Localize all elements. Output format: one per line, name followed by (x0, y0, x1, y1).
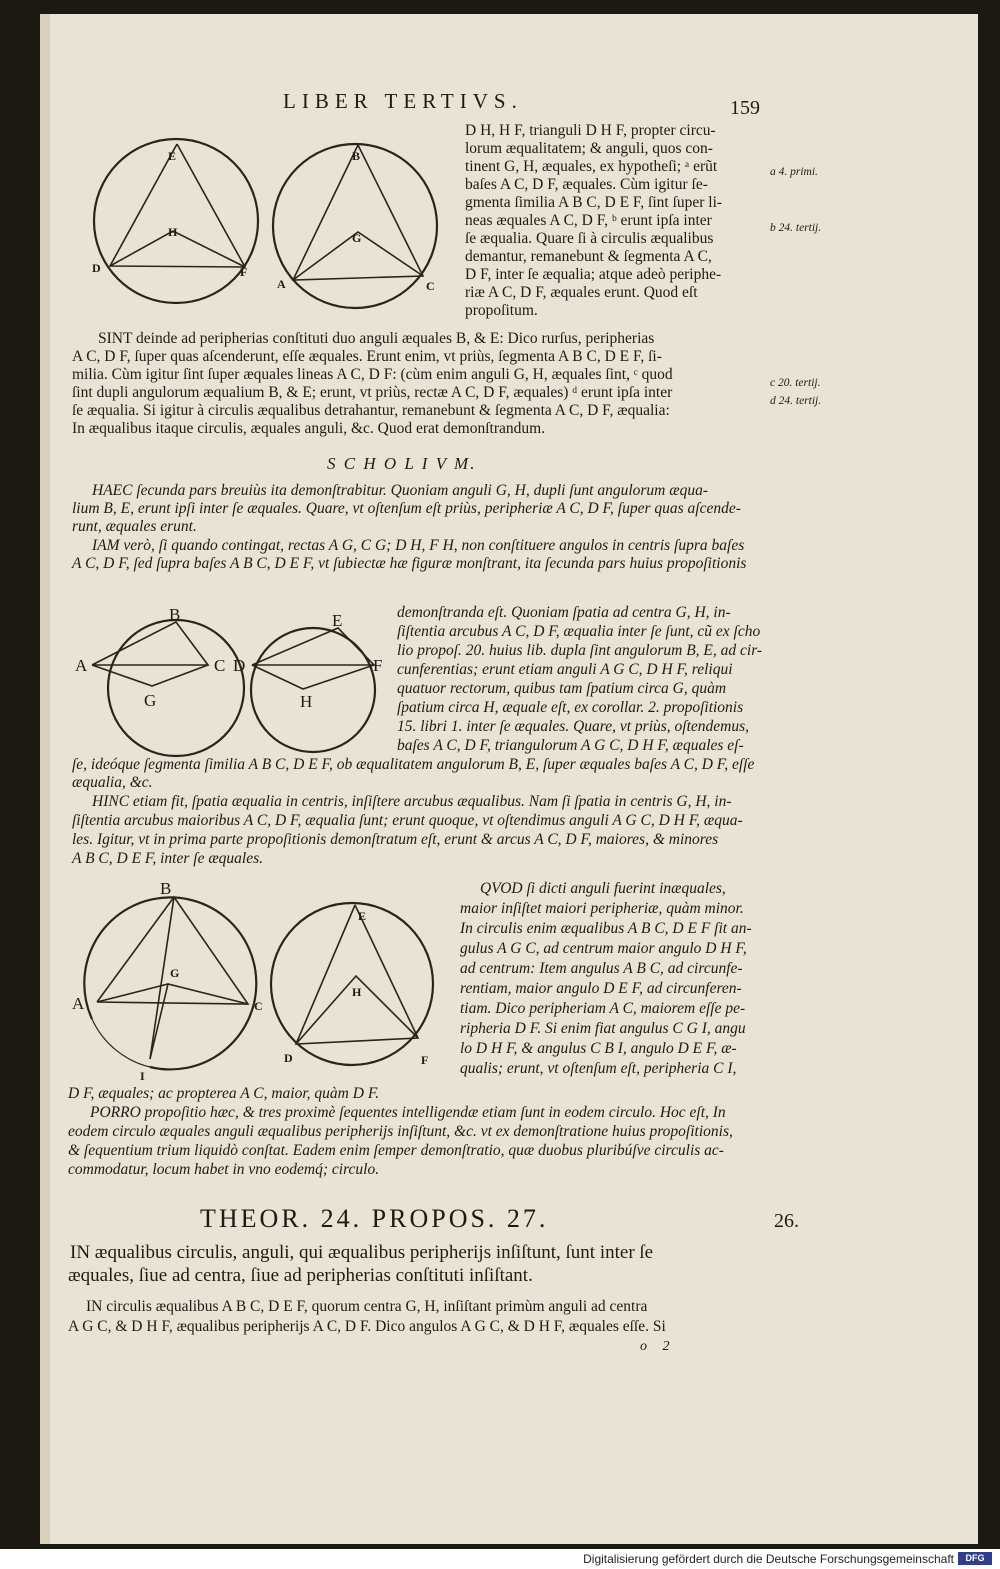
label-B: B (169, 605, 181, 624)
text-line: ſpatium circa H, æquale eſt, ex corollar. 2. propoſitionis (397, 699, 744, 716)
text-line: riæ A C, D F, æquales erunt. Quod eſt (465, 284, 698, 301)
margin-note: d 24. tertij. (770, 395, 822, 407)
label-G: G (144, 691, 157, 710)
text-line: ſint dupli angulorum æqualium B, & E; erunt, vt priùs, rectæ A C, D F, æquales) ᵈ erunt ipſa inter (72, 384, 673, 401)
text-line: milia. Cùm igitur ſint ſuper æquales lineas A C, D F: (cùm enim anguli G, H, æquales ſint, ᶜ quod (72, 366, 673, 383)
label-C: C (426, 279, 435, 293)
label-A: A (277, 277, 286, 291)
text-line: A C, D F, ſed ſupra baſes A B C, D E F, vt ſubiectæ hæ figuræ monſtrant, ita ſecunda pars huius propoſitionis (72, 555, 747, 572)
text-line: In circulis enim æqualibus A B C, D E F ſit an- (460, 920, 752, 937)
text-line: A G C, & D H F, æqualibus peripherijs A C, D F. Dico angulos A G C, & D H F, æquales eſſe. Si (68, 1318, 666, 1335)
label-C: C (214, 656, 226, 675)
label-D: D (284, 1051, 293, 1065)
text-line: lio propoſ. 20. huius lib. dupla ſint angulorum B, E, ad cir- (397, 642, 763, 659)
text-line: D F, inter ſe æqualia; atque adeò periphe- (465, 266, 722, 283)
text-line: gulus A G C, ad centrum maior angulo D H F, (460, 940, 747, 957)
label-C: C (254, 999, 263, 1013)
label-I: I (140, 1069, 145, 1083)
footer-credit: Digitalisierung gefördert durch die Deutsche Forschungsgemeinschaft (583, 1552, 954, 1566)
text-line: ad centrum: Item angulus A B C, ad circunfe- (460, 960, 743, 977)
text-line: D F, æquales; ac propterea A C, maior, quàm D F. (68, 1085, 380, 1102)
label-F: F (240, 265, 248, 279)
text-line: lium B, E, erunt ipſi inter ſe æquales. Quare, vt oſtenſum eſt priùs, peripheriæ A C, D F, ſuper quas aſcende- (72, 500, 741, 517)
label-F: F (421, 1053, 429, 1067)
footer-bar (0, 1549, 1000, 1569)
figure-3-right-circle (271, 903, 433, 1067)
text-line: commodatur, locum habet in vno eodemq́; circulo. (68, 1161, 380, 1178)
text-line: IN æqualibus circulis, anguli, qui æqualibus peripherijs inſiſtunt, ſunt inter ſe (70, 1242, 654, 1263)
text-line: ſe æqualia. Si igitur à circulis æqualibus detrahantur, remanebunt & ſegmenta A C, D F, æqualia: (72, 402, 670, 419)
text-line: propoſitum. (465, 302, 538, 319)
figure-3-left-circle (72, 879, 263, 1083)
text-line: 15. libri 1. inter ſe æquales. Quare, vt priùs, oſtendemus, (397, 718, 750, 735)
text-line: maior inſiſtet maiori peripheriæ, quàm minor. (460, 900, 744, 917)
book-page (40, 14, 978, 1544)
label-H: H (168, 225, 178, 239)
text-line: neas æquales A C, D F, ᵇ erunt ipſa inter (465, 212, 712, 229)
margin-note: a 4. primi. (770, 166, 818, 178)
text-line: In æqualibus itaque circulis, æquales anguli, &c. Quod erat demonſtrandum. (72, 420, 546, 437)
label-E: E (358, 909, 367, 923)
running-head: LIBER TERTIVS. (283, 89, 523, 113)
text-line: baſes A C, D F, æquales. Cùm igitur ſe- (465, 176, 708, 193)
text-line: ſiſtentia arcubus maioribus A C, D F, æqualia ſunt; erunt quoque, vt oſtendimus anguli A G C, D H F, æqua- (72, 812, 743, 829)
scholium-title: S C H O L I V M. (327, 454, 477, 473)
label-D: D (233, 656, 246, 675)
text-line: PORRO propoſitio hæc, & tres proximè ſequentes intelligendæ etiam ſunt in eodem circulo. Hoc eſt, In (90, 1104, 726, 1121)
text-line: IN circulis æqualibus A B C, D E F, quorum centra G, H, inſiſtant primùm anguli ad centra (86, 1298, 648, 1315)
label-H: H (352, 985, 362, 999)
text-line: ſiſtentia arcubus A C, D F, æqualia inter ſe ſunt, cũ ex ſcho (397, 623, 761, 640)
text-line: HINC etiam fit, ſpatia æqualia in centris, inſiſtere arcubus æqualibus. Nam ſi ſpatia in centris G, H, in- (92, 793, 732, 810)
text-line: gmenta ſimilia A B C, D E F, ſint ſuper li- (465, 194, 723, 211)
label-F: F (373, 656, 383, 675)
text-line: A B C, D E F, inter ſe æquales. (72, 850, 264, 867)
label-B: B (160, 879, 172, 898)
label-G: G (170, 966, 180, 980)
text-line: demantur, remanebunt & ſegmenta A C, (465, 248, 712, 265)
text-line: D H, H F, trianguli D H F, propter circu- (465, 122, 716, 139)
text-line: IAM verò, ſi quando contingat, rectas A G, C G; D H, F H, non conſtituere angulos in centris ſupra baſes (92, 537, 745, 554)
text-line: & ſequentium trium liquidò conſtat. Eadem enim ſemper demonſtratio, quæ duobus pluribúſve circulis ac- (68, 1142, 724, 1159)
text-line: qualis; erunt, vt oſtenſum eſt, peripheria C I, (460, 1060, 737, 1077)
text-line: ripheria D F. Si enim fiat angulus C G I, angu (460, 1020, 746, 1037)
text-line: les. Igitur, vt in prima parte propoſitionis demonſtratum eſt, erunt & arcus A C, D F, maiores, & minores (72, 831, 719, 848)
theorem-number: 26. (774, 1210, 799, 1232)
text-line: tinent G, H, æquales, ex hypotheſi; ᵃ erũt (465, 158, 718, 175)
dfg-logo: DFG (958, 1552, 992, 1565)
page-number: 159 (730, 97, 760, 119)
text-line: baſes A C, D F, triangulorum A G C, D H F, æquales eſ- (397, 737, 744, 754)
signature-mark: o 2 (640, 1339, 676, 1354)
text-line: cunferentias; erunt etiam anguli A G C, D H F, reliqui (397, 661, 733, 678)
label-H: H (300, 692, 313, 711)
text-line: æqualia, &c. (72, 774, 153, 791)
label-D: D (92, 261, 101, 275)
text-line: tiam. Dico peripheriam A C, maiorem eſſe pe- (460, 1000, 746, 1017)
text-line: lorum æqualitatem; & anguli, quos con- (465, 140, 713, 157)
text-line: quatuor rectorum, quibus tam ſpatium circa G, quàm (397, 680, 727, 697)
text-line: demonſtranda eſt. Quoniam ſpatia ad centra G, H, in- (397, 604, 731, 621)
label-G: G (352, 231, 362, 245)
text-line: SINT deinde ad peripherias conſtituti duo anguli æquales B, & E: Dico rurſus, peripherias (98, 330, 655, 347)
text-line: eodem circulo æquales anguli æqualibus peripherijs inſiſtunt, &c. vt ex demonſtratione huius propoſitionis, (68, 1123, 733, 1140)
theorem-heading: THEOR. 24. PROPOS. 27. (200, 1204, 549, 1233)
text-line: HAEC ſecunda pars breuiùs ita demonſtrabitur. Quoniam anguli G, H, dupli ſunt angulorum æqua- (92, 482, 708, 499)
text-line: æquales, ſiue ad centra, ſiue ad peripherias conſtituti inſiſtant. (68, 1265, 533, 1286)
label-A: A (75, 656, 88, 675)
label-A: A (72, 994, 85, 1013)
text-line: runt, æquales erunt. (72, 518, 197, 535)
text-line: A C, D F, ſuper quas aſcenderunt, eſſe æquales. Erunt enim, vt priùs, ſegmenta A B C, D E F, ſi- (72, 348, 662, 365)
text-line: lo D H F, & angulus C B I, angulo D E F, æ- (460, 1040, 737, 1057)
margin-note: c 20. tertij. (770, 377, 821, 389)
text-line: ſe æqualia. Quare ſi à circulis æqualibus (465, 230, 714, 247)
label-E: E (168, 149, 177, 163)
text-line: QVOD ſi dicti anguli fuerint inæquales, (480, 880, 726, 897)
label-B: B (352, 149, 361, 163)
text-line: ſe, ideóque ſegmenta ſimilia A B C, D E F, ob æqualitatem angulorum B, E, ſuper æquales baſes A C, D F, eſſe (72, 756, 755, 773)
text-line: rentiam, maior angulo D E F, ad circunferen- (460, 980, 742, 997)
margin-note: b 24. tertij. (770, 222, 822, 234)
label-E: E (332, 611, 343, 630)
